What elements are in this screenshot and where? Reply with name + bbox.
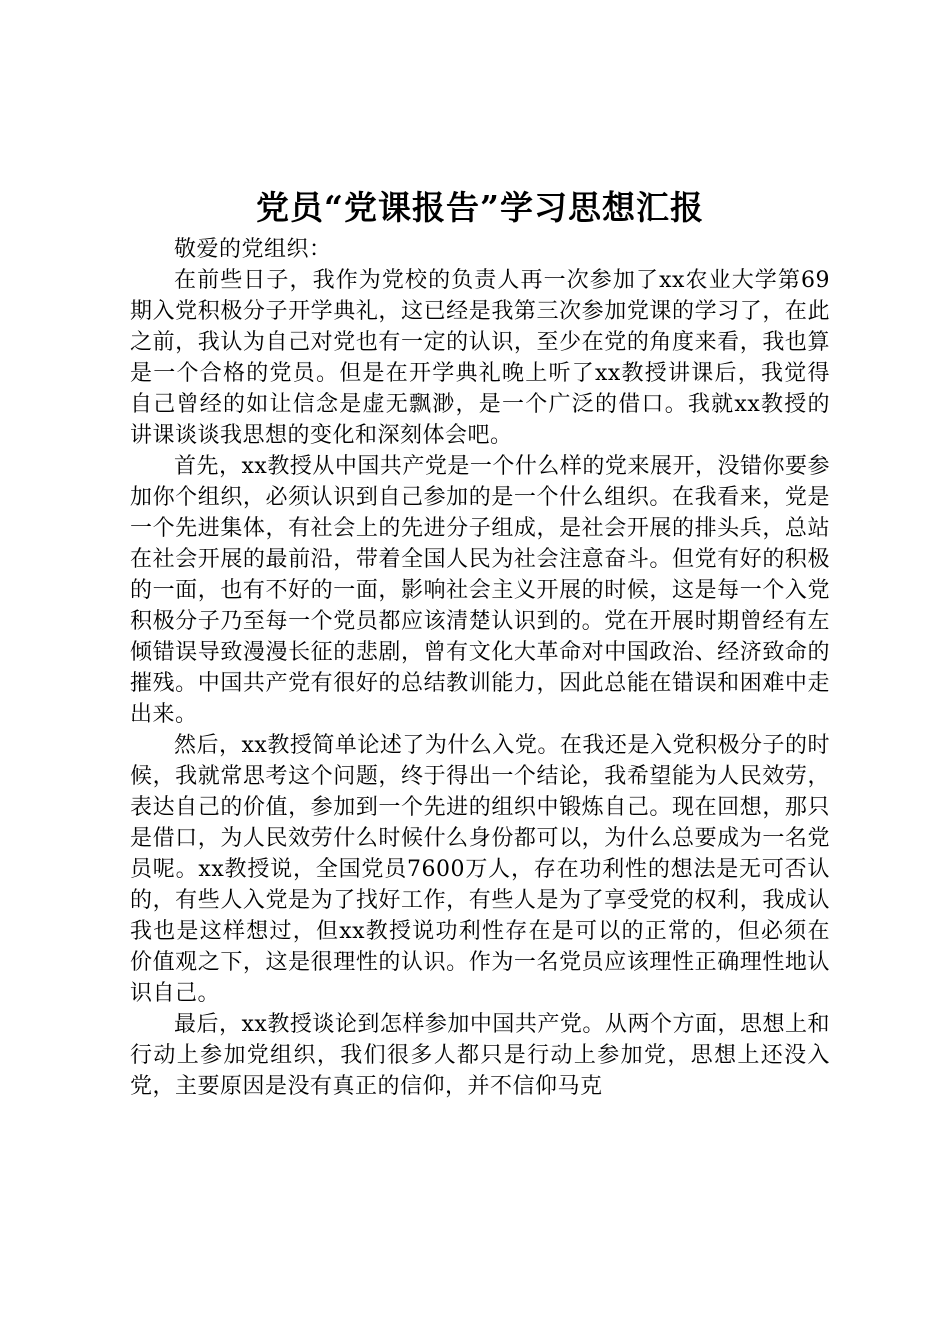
paragraph-4: 最后，xx教授谈论到怎样参加中国共产党。从两个方面，思想上和行动上参加党组织，我们很多人都只是行动上参加党，思想上还没入党，主要原因是没有真正的信仰，并不信仰马克: [130, 1012, 830, 1099]
document-page: [130, 182, 830, 1102]
salutation: 敬爱的党组织：: [174, 237, 332, 262]
paragraph-3: 然后，xx教授简单论述了为什么入党。在我还是入党积极分子的时候，我就常思考这个问题，终于得出一个结论，我希望能为人民效劳，表达自己的价值，参加到一个先进的组织中锻炼自己。现在回想，那只是借口，为人民效劳什么时候什么身份都可以，为什么总要成为一名党员呢。xx教授说，全国党员7600万人，存在功利性的想法是无可否认的，有些人入党是为了找好工作，有些人是为了享受党的权利，我成认我也是这样想过，但xx教授说功利性存在是可以的正常的，但必须在价值观之下，这是很理性的认识。作为一名党员应该理性正确理性地认识自己。: [130, 733, 830, 1006]
paragraph-1: 在前些日子，我作为党校的负责人再一次参加了xx农业大学第69期入党积极分子开学典礼，这已经是我第三次参加党课的学习了，在此之前，我认为自己对党也有一定的认识，至少在党的角度来看，我也算是一个合格的党员。但是在开学典礼晚上听了xx教授讲课后，我觉得自己曾经的如让信念是虚无飘渺，是一个广泛的借口。我就xx教授的讲课谈谈我思想的变化和深刻体会吧。: [130, 268, 830, 448]
paragraph-2: 首先，xx教授从中国共产党是一个什么样的党来展开，没错你要参加你个组织，必须认识到自己参加的是一个什么组织。在我看来，党是一个先进集体，有社会上的先进分子组成，是社会开展的排头兵，总站在社会开展的最前沿，带着全国人民为社会注意奋斗。但党有好的积极的一面，也有不好的一面，影响社会主义开展的时候，这是每一个入党积极分子乃至每一个党员都应该清楚认识到的。党在开展时期曾经有左倾错误导致漫漫长征的悲剧，曾有文化大革命对中国政治、经济致命的摧残。中国共产党有很好的总结教训能力，因此总能在错误和困难中走出来。: [130, 454, 830, 727]
document-title: 党员“党课报告”学习思想汇报: [256, 188, 704, 227]
